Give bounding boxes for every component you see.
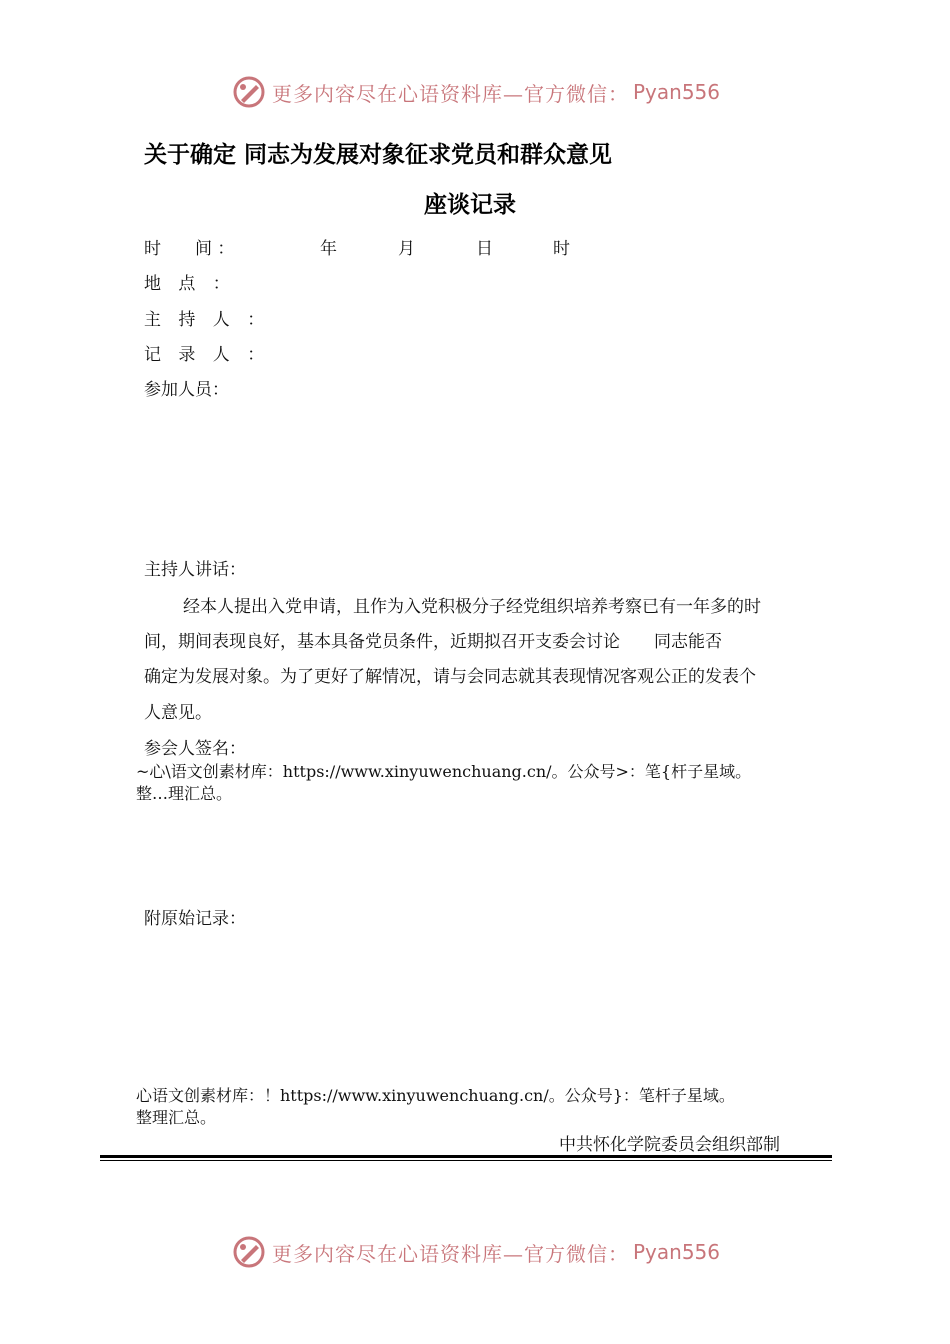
document-title-line2: 座谈记录 — [424, 192, 516, 218]
time-month: 月 — [398, 239, 415, 259]
notice-line: 整…理汇总。 — [136, 784, 233, 803]
time-year: 年 — [320, 239, 337, 259]
host-label: 主 持 人 ： — [144, 310, 271, 330]
speech-label: 主持人讲话： — [144, 560, 246, 580]
participants-label: 参加人员： — [144, 380, 229, 400]
notice-line: ~心\语文创素材库：https://www.xinyuwenchuang.cn/。公众号>：笔{杆子星域。 — [136, 762, 752, 781]
time-hour: 时 — [553, 239, 570, 259]
speech-line: 人意见。 — [144, 703, 212, 723]
time-day: 日 — [476, 239, 493, 259]
watermark-text: 更多内容尽在心语资料库—官方微信： — [272, 81, 629, 106]
footer-rule-thick — [100, 1155, 832, 1158]
speech-line: 间，期间表现良好，基本具备党员条件，近期拟召开支委会讨论 同志能否 — [144, 632, 722, 652]
place-label: 地 点 ： — [144, 274, 236, 294]
signature-label: 参会人签名： — [144, 739, 246, 759]
watermark-text: 更多内容尽在心语资料库—官方微信： — [272, 1241, 629, 1266]
header-watermark — [232, 72, 720, 112]
speech-line: 经本人提出入党申请，且作为入党积极分子经党组织培养考察已有一年多的时 — [183, 597, 761, 617]
original-record-label: 附原始记录： — [144, 909, 246, 929]
issuer-text: 中共怀化学院委员会组织部制 — [559, 1135, 780, 1155]
footer-rule-thin — [100, 1160, 832, 1161]
time-label: 时 间 ： — [144, 239, 235, 259]
recorder-label: 记 录 人 ： — [144, 345, 271, 365]
pen-logo-icon — [232, 75, 266, 109]
watermark-wechat: Pyan556 — [633, 80, 721, 104]
notice-line: 心语文创素材库：！https://www.xinyuwenchuang.cn/。公众号}：笔杆子星域。 — [136, 1086, 735, 1105]
speech-line: 确定为发展对象。为了更好了解情况，请与会同志就其表现情况客观公正的发表个 — [144, 667, 756, 687]
document-title-line1: 关于确定 同志为发展对象征求党员和群众意见 — [144, 142, 613, 168]
notice-line: 整理汇总。 — [136, 1108, 217, 1127]
footer-watermark — [232, 1232, 720, 1272]
pen-logo-icon — [232, 1235, 266, 1269]
watermark-wechat: Pyan556 — [633, 1240, 721, 1264]
